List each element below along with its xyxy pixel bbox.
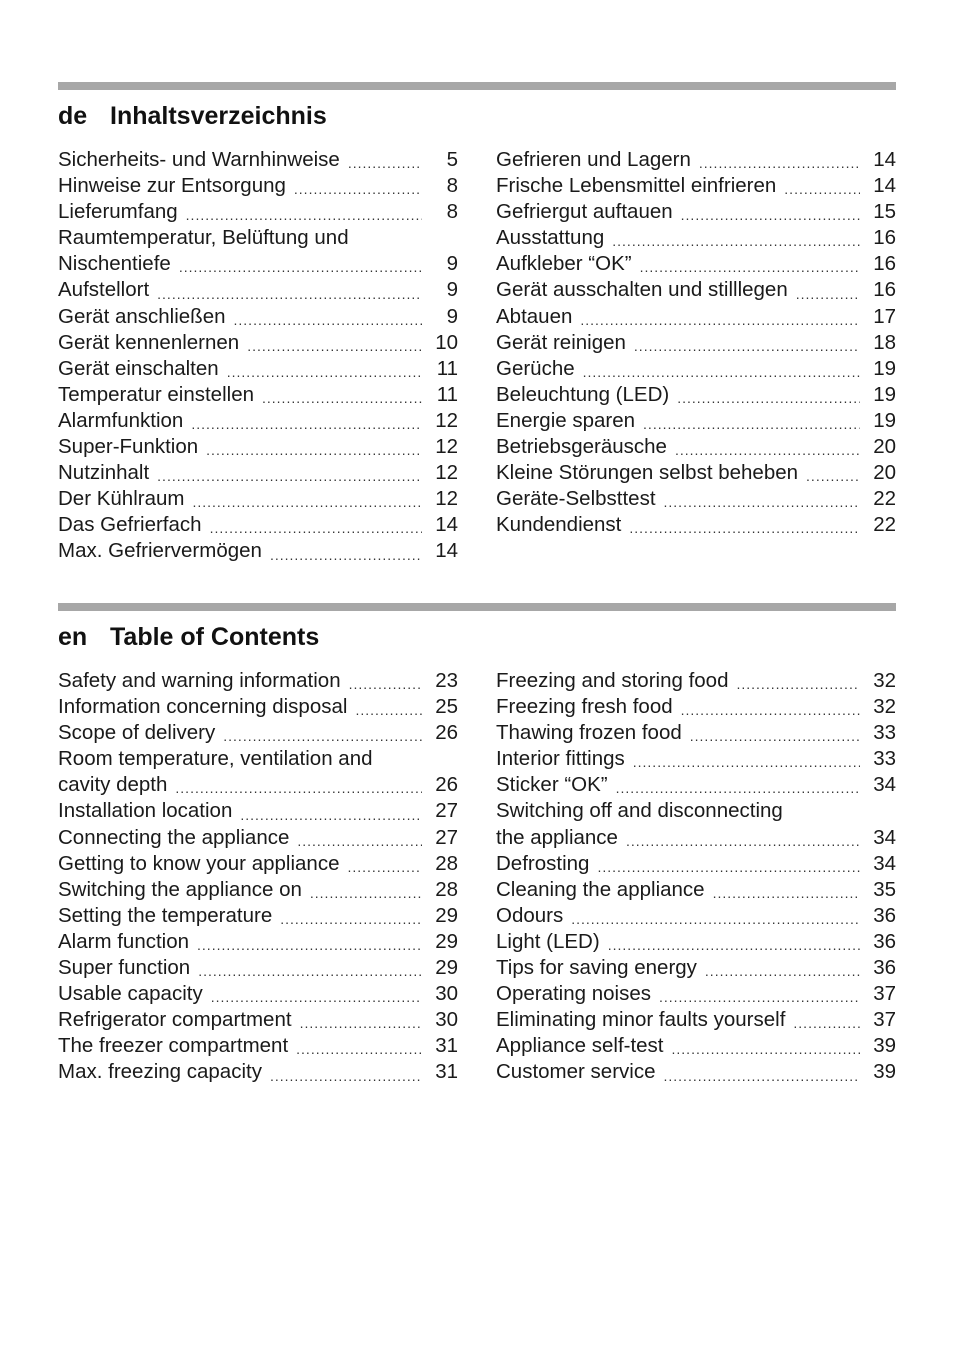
toc-entry-title: Frische Lebensmittel einfrieren [496,174,777,198]
toc-entry-title: Gefriergut auftauen [496,200,673,224]
toc-entry-title: Scope of delivery [58,721,216,745]
dot-leader [179,257,422,277]
toc-entry-page: 36 [873,903,896,927]
toc-entry-page: 11 [436,356,458,380]
toc-entry-title: Freezing fresh food [496,695,673,719]
toc-entry [58,251,458,277]
dot-leader [571,909,860,929]
section-title: Inhaltsverzeichnis [110,102,327,130]
toc-entry-page: 27 [435,825,458,849]
toc-entry-title: Appliance self-test [496,1034,664,1058]
toc-entry [58,356,458,382]
toc-entry-title: Nutzinhalt [58,461,150,485]
toc-entry-title: Defrosting [496,851,590,875]
toc-entry-page: 9 [446,252,458,276]
toc-entry [58,330,458,356]
section-title: Table of Contents [110,623,320,651]
dot-leader [206,440,422,460]
toc-column-left [58,147,458,565]
dot-leader [300,1013,422,1033]
toc-entry-page: 31 [435,1060,458,1084]
toc-entry [496,304,896,330]
toc-entry-title: Max. freezing capacity [58,1060,262,1084]
dot-leader [597,857,860,877]
dot-leader [347,857,422,877]
dot-leader [297,831,422,851]
dot-leader [616,778,860,798]
toc-entry [58,512,458,538]
toc-entry-title: Gerät reinigen [496,330,626,354]
toc-entry-title: Gerät anschließen [58,304,226,328]
dot-leader [210,518,422,538]
dot-leader [681,700,860,720]
toc-entry-page: 39 [873,1060,896,1084]
toc-entry-page: 26 [435,721,458,745]
toc-entry [496,798,896,824]
dot-leader [310,883,422,903]
toc-entry-title: the appliance [496,825,618,849]
toc-entry-title: Max. Gefriervermögen [58,539,262,563]
dot-leader [664,492,860,512]
toc-entry-page: 14 [873,174,896,198]
toc-entry [496,720,896,746]
toc-entry-page: 16 [873,226,896,250]
toc-entry-page: 23 [435,669,458,692]
dot-leader [355,700,422,720]
toc-entry-page: 22 [873,487,896,511]
dot-leader [262,388,422,408]
toc-entry [58,981,458,1007]
toc-entry [58,798,458,824]
toc-entry [58,1059,458,1085]
toc-entry-page: 29 [435,956,458,980]
toc-entry-page: 16 [873,278,896,302]
dot-leader [690,726,860,746]
toc-entry-title: Safety and warning information [58,669,341,692]
dot-leader [223,726,422,746]
toc-entry [496,251,896,277]
toc-entry-page: 25 [435,695,458,719]
toc-entry-title: Betriebsgeräusche [496,435,667,459]
toc-entry-title: Super-Funktion [58,435,199,459]
toc-entry [496,408,896,434]
toc-entry-page: 14 [435,513,458,537]
dot-leader [672,1039,860,1059]
dot-leader [634,336,860,356]
toc-entry [496,147,896,173]
toc-entry-title: Customer service [496,1060,656,1084]
dot-leader [626,831,860,851]
toc-entry [58,851,458,877]
toc-entry [58,434,458,460]
toc-entry-page: 30 [435,1008,458,1032]
toc-entry-title: Usable capacity [58,982,203,1006]
dot-leader [699,153,860,173]
toc-entry-title: Freezing and storing food [496,669,729,692]
toc-entry-page: 19 [873,356,896,380]
section-divider [58,82,896,90]
dot-leader [157,284,422,304]
toc-entry-page: 36 [873,956,896,980]
toc-entry-page: 26 [435,773,458,797]
toc-entry [496,955,896,981]
dot-leader [348,153,422,173]
dot-leader [580,310,860,330]
toc-entry-title: Kundendienst [496,513,622,537]
toc-entry-title: Aufstellort [58,278,150,302]
toc-entry-page: 22 [873,513,896,537]
toc-entry-page: 17 [873,304,896,328]
toc-entry [58,538,458,564]
toc-entry-page: 9 [446,304,458,328]
toc-entry [58,277,458,303]
toc-entry-page: 20 [873,435,896,459]
dot-leader [227,362,422,382]
toc-entry-title: Gerät einschalten [58,356,219,380]
dot-leader [186,205,422,225]
toc-entry-page: 39 [873,1034,896,1058]
toc-entry [496,356,896,382]
dot-leader [629,518,860,538]
dot-leader [713,883,860,903]
dot-leader [681,205,860,225]
toc-entry-page: 37 [873,1008,896,1032]
toc-entry [496,512,896,538]
toc-entry [58,304,458,330]
toc-entry-title: Tips for saving energy [496,956,697,980]
toc-entry [496,825,896,851]
section-divider [58,603,896,611]
toc-entry-title: Geräte-Selbsttest [496,487,656,511]
toc-entry-title: Kleine Störungen selbst beheben [496,461,799,485]
toc-entry [496,225,896,251]
dot-leader [157,466,422,486]
toc-entry [496,199,896,225]
toc-entry-title: Ausstattung [496,226,605,250]
toc-entry-title: Information concerning disposal [58,695,348,719]
toc-entry-page: 5 [446,148,458,171]
toc-entry [496,173,896,199]
toc-entry-page: 33 [873,721,896,745]
toc-entry-page: 31 [435,1034,458,1058]
toc-entry-page: 34 [873,825,896,849]
toc-entry-title: Hinweise zur Entsorgung [58,174,286,198]
toc-entry-page: 14 [435,539,458,563]
dot-leader [191,414,422,434]
toc-column-right [496,147,896,538]
toc-entry-page: 8 [446,174,458,198]
toc-entry [496,851,896,877]
toc-entry-page: 12 [435,461,458,485]
toc-entry-title: Light (LED) [496,929,600,953]
toc-entry [58,225,458,251]
toc-entry [58,1033,458,1059]
toc-entry-title: Super function [58,956,191,980]
toc-entry [58,173,458,199]
dot-leader [643,414,860,434]
toc-entry-title: Abtauen [496,304,573,328]
toc-entry [58,825,458,851]
toc-entry [58,460,458,486]
dot-leader [664,1066,861,1086]
toc-entry-page: 18 [873,330,896,354]
dot-leader [677,388,860,408]
toc-entry-page: 19 [873,382,896,406]
toc-entry-title: Gerät kennenlernen [58,330,240,354]
toc-entry-title: Der Kühlraum [58,487,185,511]
toc-section-de [58,82,896,563]
toc-entry [58,903,458,929]
dot-leader [247,336,422,356]
dot-leader [280,909,422,929]
toc-entry-title: Setting the temperature [58,903,273,927]
dot-leader [211,987,422,1007]
section-heading [58,102,896,136]
dot-leader [705,961,860,981]
toc-entry [58,955,458,981]
toc-entry [58,382,458,408]
toc-entry [496,1033,896,1059]
toc-entry-title: Connecting the appliance [58,825,290,849]
toc-entry-page: 35 [873,877,896,901]
toc-entry-page: 32 [873,669,896,692]
dot-leader [192,492,422,512]
toc-entry-title: Interior fittings [496,747,625,771]
toc-entry [58,486,458,512]
toc-entry-page: 10 [435,330,458,354]
toc-entry-title: Nischentiefe [58,252,171,276]
toc-entry [496,434,896,460]
dot-leader [294,179,422,199]
toc-entry-page: 32 [873,695,896,719]
language-code: en [58,623,88,651]
dot-leader [612,231,860,251]
toc-entry-title: Refrigerator compartment [58,1008,292,1032]
toc-entry [496,746,896,772]
toc-entry-title: Gerüche [496,356,575,380]
toc-entry [496,694,896,720]
toc-entry-page: 33 [873,747,896,771]
dot-leader [640,257,860,277]
toc-entry [58,199,458,225]
toc-entry-title: Lieferumfang [58,200,178,224]
toc-entry [496,668,896,694]
toc-entry-title: Aufkleber “OK” [496,252,632,276]
toc-entry [496,486,896,512]
toc-entry-title: Alarm function [58,929,190,953]
toc-entry-title: cavity depth [58,773,168,797]
toc-entry [496,877,896,903]
language-code: de [58,102,88,130]
toc-entry-title: Gerät ausschalten und stilllegen [496,278,788,302]
dot-leader [240,805,422,825]
toc-entry [58,668,458,694]
toc-entry [496,330,896,356]
toc-entry-title: Operating noises [496,982,651,1006]
toc-entry-title: Beleuchtung (LED) [496,382,670,406]
toc-entry-page: 12 [435,408,458,432]
toc-entry-page: 12 [435,487,458,511]
toc-entry-title: Raumtemperatur, Belüftung und [58,226,349,250]
toc-entry-page: 12 [435,435,458,459]
toc-entry-title: Sticker “OK” [496,773,608,797]
toc-entry [496,1007,896,1033]
toc-entry [58,147,458,173]
toc-entry-title: Installation location [58,799,233,823]
toc-column-left [58,668,458,1086]
dot-leader [633,752,860,772]
toc-entry [58,1007,458,1033]
dot-leader [197,935,422,955]
toc-entry-page: 8 [446,200,458,224]
toc-entry [496,382,896,408]
toc-entry-title: Eliminating minor faults yourself [496,1008,786,1032]
toc-entry-title: Odours [496,903,564,927]
dot-leader [608,935,860,955]
dot-leader [659,987,860,1007]
toc-entry-title: Temperatur einstellen [58,382,254,406]
dot-leader [349,674,422,694]
toc-entry [496,1059,896,1085]
toc-entry-page: 34 [873,851,896,875]
toc-entry-page: 37 [873,982,896,1006]
toc-entry [58,720,458,746]
toc-entry-title: Sicherheits- und Warnhinweise [58,148,340,171]
dot-leader [784,179,860,199]
toc-entry-page: 19 [873,408,896,432]
toc-entry-page: 11 [436,382,458,406]
toc-entry [58,929,458,955]
toc-entry-page: 27 [435,799,458,823]
toc-entry [496,929,896,955]
dot-leader [198,961,422,981]
toc-entry-title: The freezer compartment [58,1034,289,1058]
dot-leader [296,1039,422,1059]
dot-leader [175,778,422,798]
toc-entry-title: Room temperature, ventilation and [58,747,373,771]
toc-entry-page: 15 [873,200,896,224]
toc-column-right [496,668,896,1086]
toc-entry-title: Das Gefrierfach [58,513,202,537]
toc-entry [496,772,896,798]
toc-entry-page: 20 [873,461,896,485]
toc-entry-title: Gefrieren und Lagern [496,148,691,171]
toc-entry-page: 30 [435,982,458,1006]
toc-entry-title: Cleaning the appliance [496,877,705,901]
toc-entry [496,277,896,303]
toc-entry-page: 36 [873,929,896,953]
toc-entry-page: 28 [435,877,458,901]
dot-leader [796,284,860,304]
toc-entry [496,903,896,929]
toc-entry-title: Getting to know your appliance [58,851,340,875]
section-heading [58,623,896,657]
toc-entry [58,877,458,903]
dot-leader [806,466,860,486]
toc-entry-page: 29 [435,903,458,927]
toc-entry [496,460,896,486]
toc-entry-page: 9 [446,278,458,302]
toc-entry-title: Switching off and disconnecting [496,799,783,823]
toc-entry [58,408,458,434]
toc-entry-page: 16 [873,252,896,276]
toc-section-en [58,603,896,1084]
dot-leader [675,440,860,460]
dot-leader [270,1066,422,1086]
dot-leader [270,545,422,565]
toc-entry [496,981,896,1007]
toc-entry [58,694,458,720]
toc-entry-title: Switching the appliance on [58,877,302,901]
dot-leader [793,1013,860,1033]
dot-leader [583,362,860,382]
toc-entry-page: 14 [873,148,896,171]
toc-entry [58,772,458,798]
toc-entry-page: 28 [435,851,458,875]
toc-entry-title: Energie sparen [496,408,636,432]
toc-entry [58,746,458,772]
toc-entry-page: 34 [873,773,896,797]
dot-leader [234,310,422,330]
toc-entry-page: 29 [435,929,458,953]
dot-leader [736,674,860,694]
toc-entry-title: Thawing frozen food [496,721,682,745]
toc-entry-title: Alarmfunktion [58,408,184,432]
